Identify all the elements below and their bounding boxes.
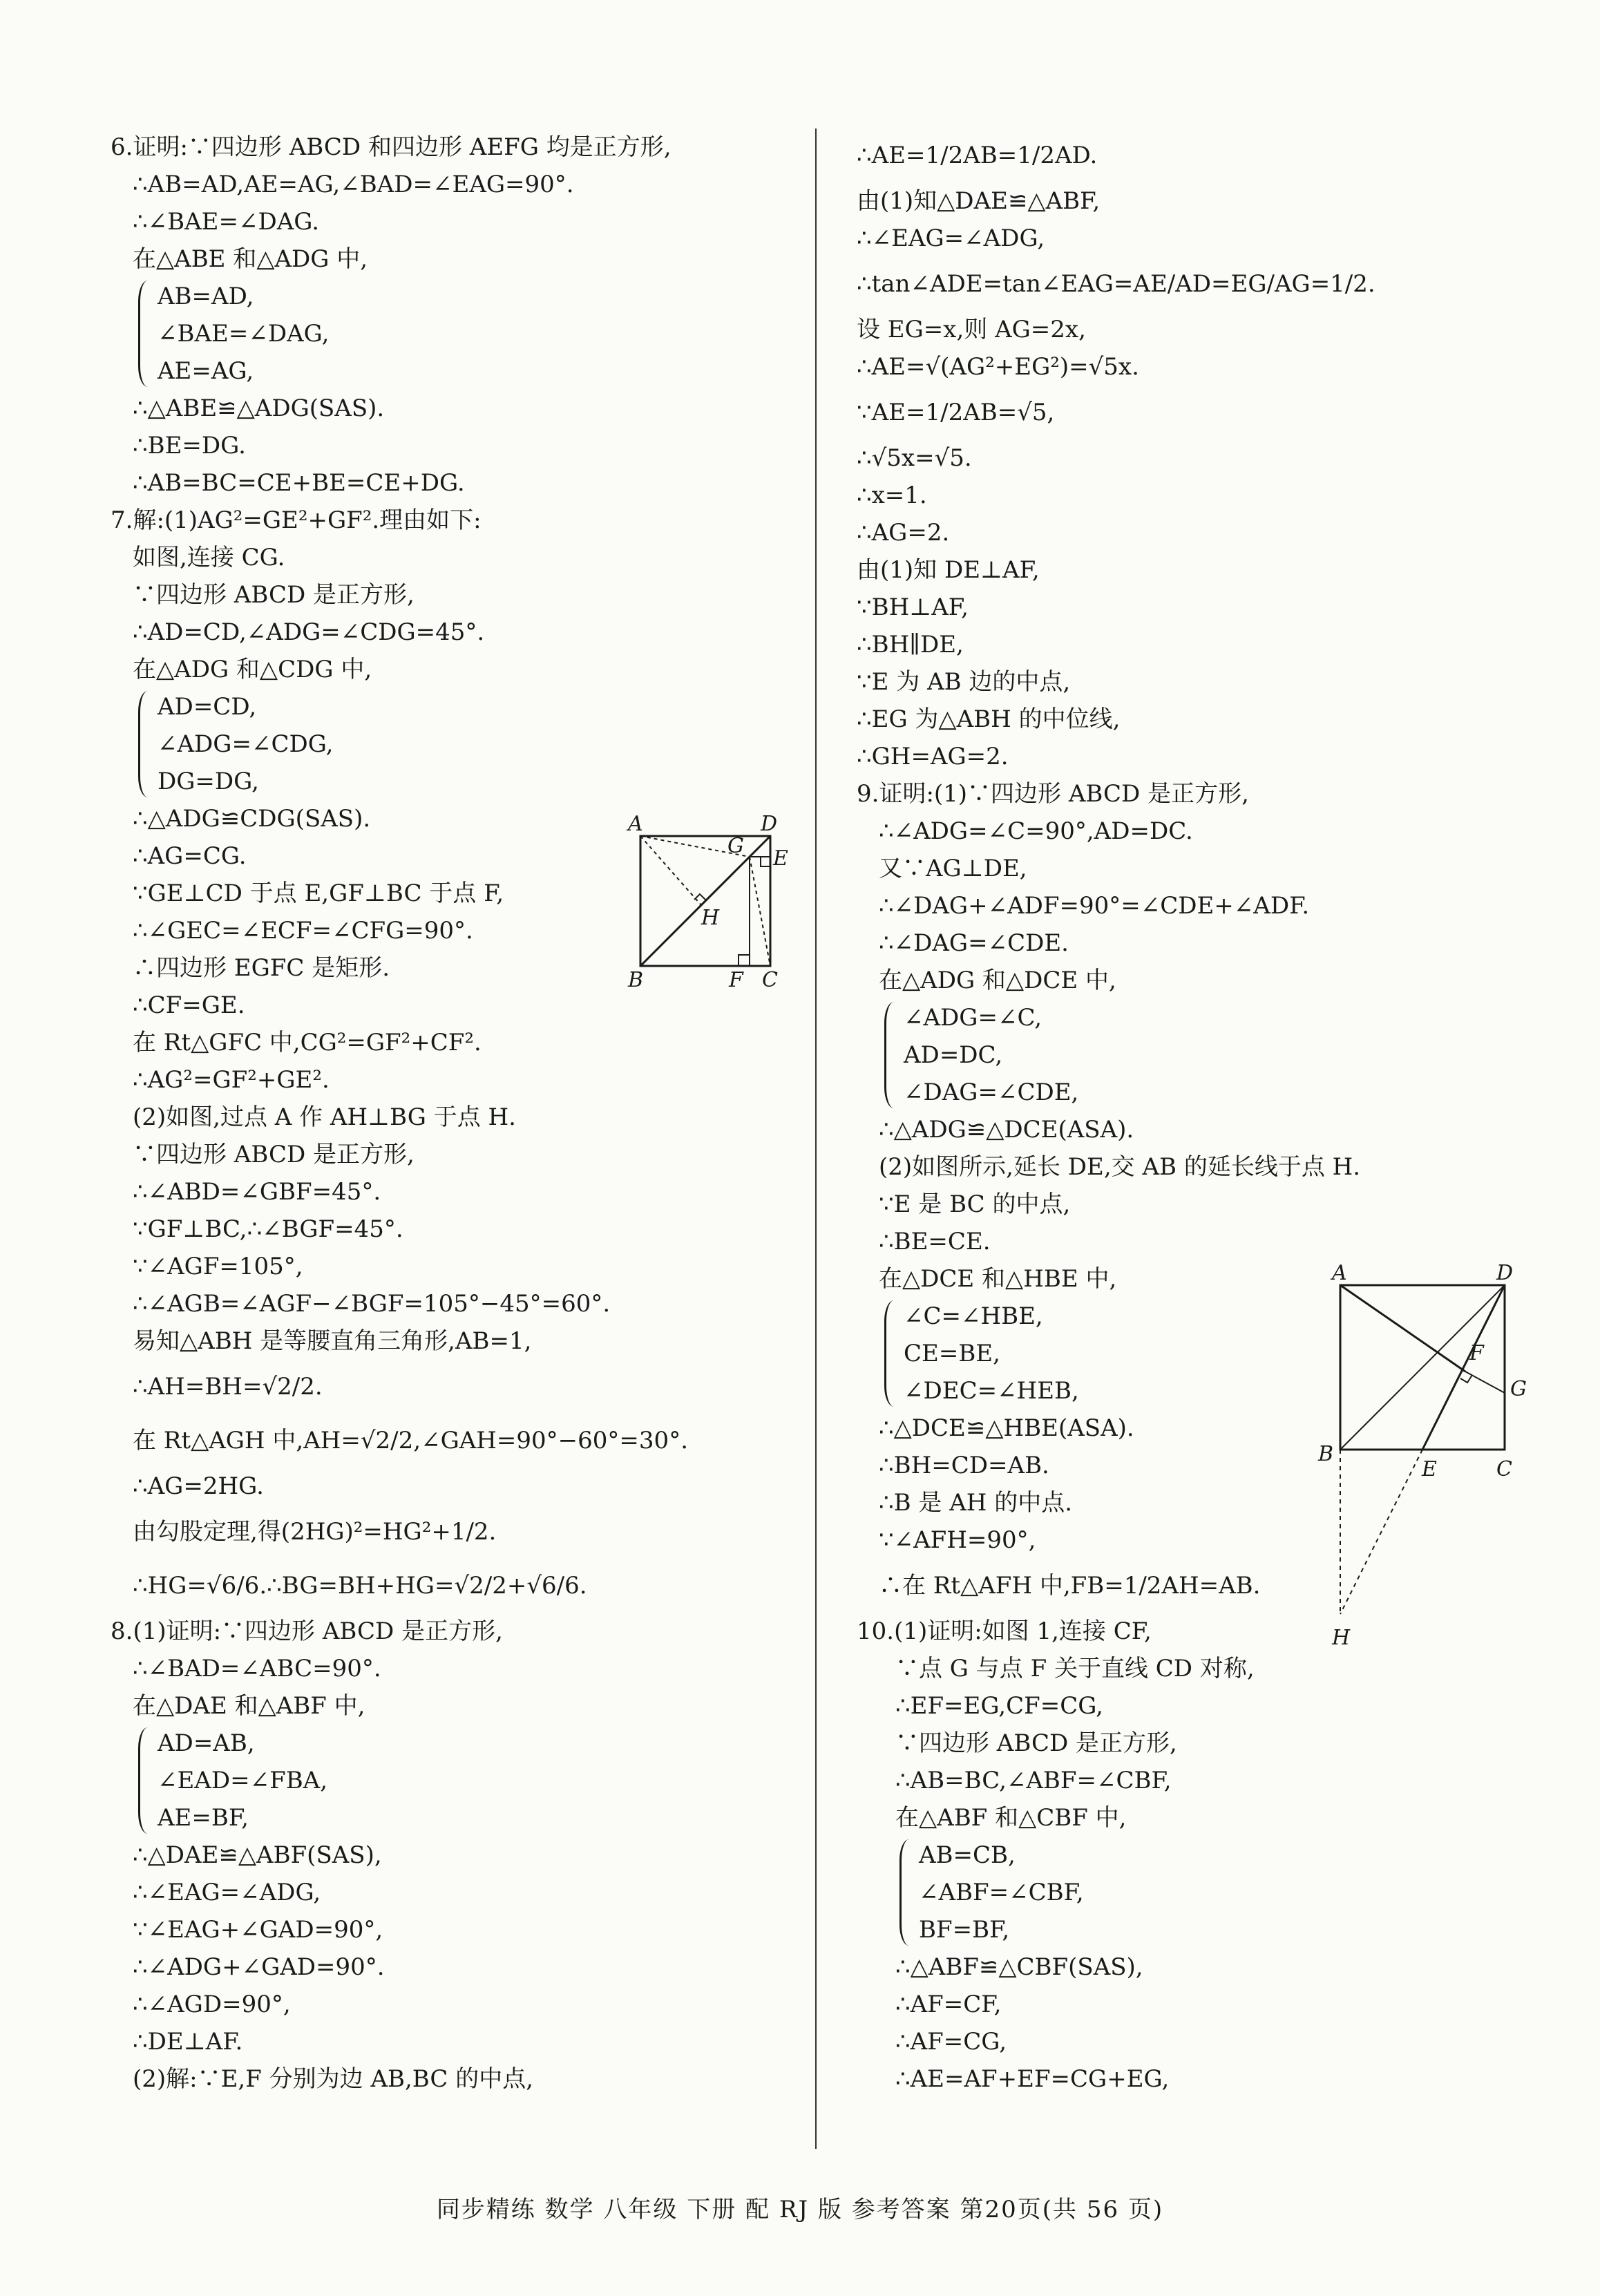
text-line: ∵GE⊥CD 于点 E,GF⊥BC 于点 F, [133,880,504,907]
text-line: 6.证明:∵四边形 ABCD 和四边形 AEFG 均是正方形, [111,133,672,161]
text-line: ∴GH=AG=2. [857,743,1009,770]
left-brace [899,1839,913,1946]
text-line: ∵BH⊥AF, [857,594,969,621]
text-line: 8.(1)证明:∵四边形 ABCD 是正方形, [111,1617,503,1645]
system-line: ∠DEC=∠HEB, [904,1377,1079,1405]
text-line: ∴AF=CG, [895,2028,1007,2056]
fig7-label-A: A [628,812,643,836]
system-line: BF=BF, [919,1916,1010,1944]
text-line: ∴△ADG≌CDG(SAS). [133,805,371,833]
text-line: ∴AB=BC=CE+BE=CE+DG. [133,469,465,497]
fig7-label-B: B [628,968,644,988]
text-line: ∴∠DAG=∠CDE. [879,929,1069,957]
text-line: 在△DCE 和△HBE 中, [879,1265,1117,1293]
text-line: 在 Rt△AGH 中,AH=√2/2,∠GAH=90°−60°=30°. [133,1427,688,1454]
text-line: ∴△ABF≌△CBF(SAS), [895,1953,1143,1981]
text-line: ∵E 为 AB 边的中点, [857,668,1071,696]
text-line: ∴AE=√(AG²+EG²)=√5x. [857,353,1139,381]
text-line: (2)如图所示,延长 DE,交 AB 的延长线于点 H. [879,1153,1361,1181]
figure-problem-7 [625,808,791,991]
text-line: (2)解:∵E,F 分别为边 AB,BC 的中点, [133,2065,534,2093]
text-line: 如图,连接 CG. [133,544,285,571]
equation-system [111,278,801,390]
system-line: AB=CB, [919,1841,1016,1869]
left-brace [138,691,151,797]
text-line: ∵四边形 ABCD 是正方形, [133,1141,415,1168]
text-line: ∴△DAE≌△ABF(SAS), [133,1841,382,1869]
equation-system [857,999,1547,1111]
left-brace [884,1002,897,1108]
text-line: (2)如图,过点 A 作 AH⊥BG 于点 H. [133,1103,516,1131]
fig9-label-E: E [1422,1457,1437,1481]
system-line: AD=AB, [158,1729,255,1757]
text-line: ∴AD=CD,∠ADG=∠CDG=45°. [133,618,485,646]
text-line: ∵四边形 ABCD 是正方形, [895,1729,1177,1757]
system-line: AE=AG, [158,357,254,385]
text-line: ∴在 Rt△AFH 中,FB=1/2AH=AB. [879,1572,1261,1600]
text-line: ∵AE=1/2AB=√5, [857,399,1055,426]
fig9-label-G: G [1510,1377,1527,1401]
text-line: ∴AE=1/2AB=1/2AD. [857,142,1098,169]
fig9-label-C: C [1496,1457,1512,1481]
text-line: 又∵AG⊥DE, [879,855,1027,882]
text-line: ∵∠AGF=105°, [133,1253,303,1280]
system-line: CE=BE, [904,1340,1000,1367]
text-line: ∴AG=2. [857,519,950,547]
text-line: 10.(1)证明:如图 1,连接 CF, [857,1617,1152,1645]
text-line: ∴B 是 AH 的中点. [879,1489,1073,1517]
text-line: ∴∠ADG=∠C=90°,AD=DC. [879,817,1193,845]
right-column [857,129,1547,2098]
fig7-label-D: D [761,812,778,836]
system-line: ∠BAE=∠DAG, [158,320,330,348]
text-line: ∴BH=CD=AB. [879,1452,1049,1479]
text-line: ∴∠ADG+∠GAD=90°. [133,1953,385,1981]
text-line: 在△DAE 和△ABF 中, [133,1692,365,1720]
text-line: ∴BE=DG. [133,432,246,459]
text-line: ∴∠DAG+∠ADF=90°=∠CDE+∠ADF. [879,892,1310,920]
text-line: ∵点 G 与点 F 关于直线 CD 对称, [895,1655,1255,1682]
text-line: ∴AF=CF, [895,1991,1002,2018]
text-line: ∴∠BAD=∠ABC=90°. [133,1655,381,1682]
figure-problem-9 [1306,1264,1534,1661]
text-line: ∴BH∥DE, [857,631,964,658]
text-line: ∴∠EAG=∠ADG, [857,225,1045,252]
text-line: ∴四边形 EGFC 是矩形. [133,954,390,982]
text-line: 在△ABE 和△ADG 中, [133,245,368,273]
text-line: ∴√5x=√5. [857,444,972,472]
text-line: 由(1)知△DAE≌△ABF, [857,187,1101,215]
system-line: ∠C=∠HBE, [904,1302,1043,1330]
text-line: ∴∠AGB=∠AGF−∠BGF=105°−45°=60°. [133,1290,611,1318]
text-line: 设 EG=x,则 AG=2x, [857,316,1086,343]
text-line: 在△ABF 和△CBF 中, [895,1804,1127,1832]
fig9-label-H: H [1332,1626,1351,1650]
fig9-label-F: F [1469,1341,1484,1365]
page-footer: 同步精练 数学 八年级 下册 配 RJ 版 参考答案 第20页(共 56 页) [436,2196,1164,2223]
left-column [111,129,801,2098]
fig7-label-C: C [762,968,778,988]
text-line: 在 Rt△GFC 中,CG²=GF²+CF². [133,1029,482,1056]
text-line: ∴∠EAG=∠ADG, [133,1879,321,1906]
text-line: 在△ADG 和△CDG 中, [133,656,372,683]
system-line: AE=BF, [158,1804,249,1832]
system-line: ∠ADG=∠C, [904,1004,1042,1032]
text-line: ∵GF⊥BC,∴∠BGF=45°. [133,1215,403,1243]
equation-system [857,1837,1547,1948]
system-line: DG=DG, [158,768,259,795]
fig9-label-A: A [1332,1264,1347,1285]
left-brace [138,1727,151,1834]
system-line: ∠ABF=∠CBF, [919,1879,1084,1906]
text-line: ∴△ABE≌△ADG(SAS). [133,395,385,422]
fig7-label-E: E [773,846,788,871]
text-line: ∴AB=BC,∠ABF=∠CBF, [895,1767,1172,1794]
text-line: ∴CF=GE. [133,992,245,1019]
system-line: ∠EAD=∠FBA, [158,1767,328,1794]
text-line: ∴∠AGD=90°, [133,1991,291,2018]
text-line: ∴AH=BH=√2/2. [133,1373,323,1401]
text-line: ∴tan∠ADE=tan∠EAG=AE/AD=EG/AG=1/2. [857,270,1375,298]
text-line: 由(1)知 DE⊥AF, [857,556,1040,584]
text-line: ∴AG=2HG. [133,1472,264,1500]
text-line: ∴△ADG≌△DCE(ASA). [879,1116,1134,1144]
text-line: ∴AG=CG. [133,842,247,870]
text-line: ∵∠EAG+∠GAD=90°, [133,1916,383,1944]
fig7-label-G: G [727,834,744,858]
system-line: AB=AD, [158,283,254,310]
column-divider [815,129,817,2149]
text-line: ∴EF=EG,CF=CG, [895,1692,1103,1720]
left-brace [138,281,151,387]
system-line: AD=DC, [904,1041,1003,1069]
text-line: ∴∠ABD=∠GBF=45°. [133,1178,381,1206]
text-line: 7.解:(1)AG²=GE²+GF².理由如下: [111,506,482,534]
text-line: ∴AG²=GF²+GE². [133,1066,330,1094]
text-line: 由勾股定理,得(2HG)²=HG²+1/2. [133,1518,497,1546]
text-line: ∵∠AFH=90°, [879,1526,1036,1554]
fig9-label-D: D [1496,1264,1514,1285]
text-line: 易知△ABH 是等腰直角三角形,AB=1, [133,1327,532,1355]
text-line: 在△ADG 和△DCE 中, [879,967,1116,994]
text-line: ∴∠GEC=∠ECF=∠CFG=90°. [133,917,473,945]
text-line: ∴HG=√6/6.∴BG=BH+HG=√2/2+√6/6. [133,1572,587,1600]
fig9-label-B: B [1318,1442,1334,1466]
text-line: ∴AB=AD,AE=AG,∠BAD=∠EAG=90°. [133,171,574,198]
text-line: ∵E 是 BC 的中点, [879,1190,1071,1218]
equation-system [111,688,801,800]
text-line: ∴DE⊥AF. [133,2028,243,2056]
text-line: ∴△DCE≌△HBE(ASA). [879,1414,1134,1442]
text-line: ∴AE=AF+EF=CG+EG, [895,2065,1170,2093]
text-line: ∴∠BAE=∠DAG. [133,208,320,236]
system-line: AD=CD, [158,693,257,721]
text-line: ∴BE=CE. [879,1228,991,1255]
fig7-label-F: F [729,968,743,988]
text-line: ∴x=1. [857,482,927,509]
system-line: ∠DAG=∠CDE, [904,1079,1079,1106]
fig7-label-H: H [701,906,720,930]
left-brace [884,1300,897,1407]
text-line: 9.证明:(1)∵四边形 ABCD 是正方形, [857,780,1249,808]
system-line: ∠ADG=∠CDG, [158,730,334,758]
text-line: ∵四边形 ABCD 是正方形, [133,581,415,609]
equation-system [111,1725,801,1837]
text-line: ∴EG 为△ABH 的中位线, [857,705,1121,733]
